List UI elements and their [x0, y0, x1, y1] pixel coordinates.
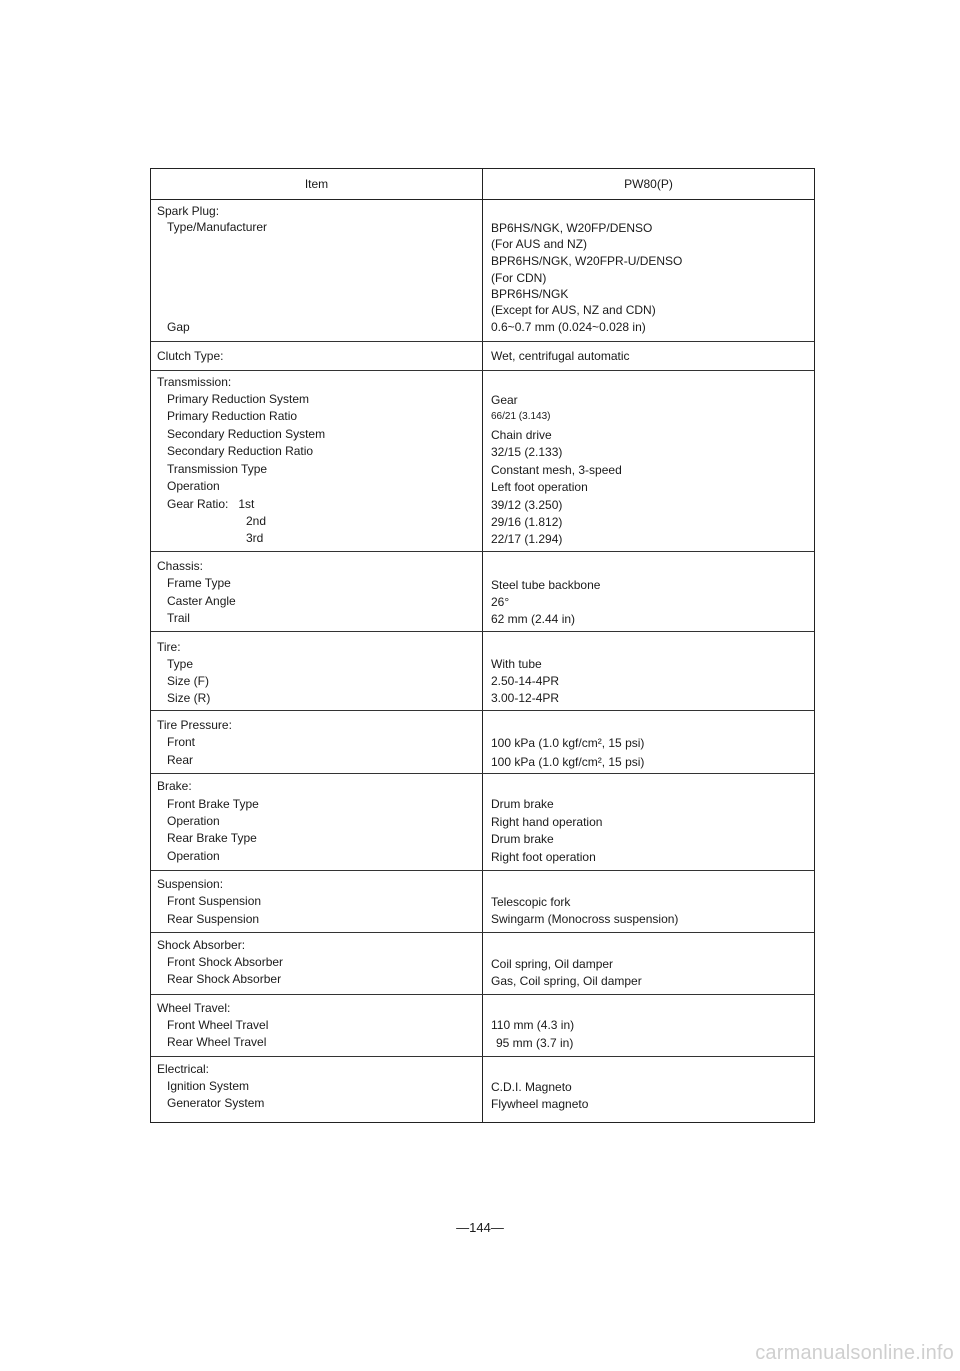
- tire-label: Size (R): [167, 691, 211, 705]
- section-wheel-travel: [151, 995, 814, 1057]
- spark-plug-value: (For CDN): [491, 271, 547, 285]
- tire-label: Size (F): [167, 674, 209, 688]
- transmission-label: Primary Reduction Ratio: [167, 409, 298, 423]
- transmission-label: Gear Ratio: 1st: [167, 497, 255, 511]
- tire-pressure-value: 100 kPa (1.0 kgf/cm², 15 psi): [491, 736, 645, 750]
- spark-plug-type-label: Type/Manufacturer: [167, 220, 268, 234]
- transmission-label: Transmission Type: [167, 462, 268, 476]
- spark-plug-gap-label: Gap: [167, 320, 190, 334]
- transmission-value: Chain drive: [491, 428, 552, 442]
- chassis-title: Chassis:: [157, 559, 204, 573]
- gear-label: 2nd: [246, 514, 267, 528]
- suspension-value: Swingarm (Monocross suspension): [491, 912, 679, 926]
- section-tire-pressure: [151, 711, 814, 774]
- transmission-value: 22/17 (1.294): [491, 532, 563, 546]
- transmission-label: Secondary Reduction System: [167, 427, 326, 441]
- tire-value: With tube: [491, 657, 542, 671]
- spark-plug-value: (Except for AUS, NZ and CDN): [491, 303, 656, 317]
- spark-plug-gap-value: 0.6~0.7 mm (0.024~0.028 in): [491, 320, 646, 334]
- brake-value: Drum brake: [491, 797, 554, 811]
- wheel-travel-label: Front Wheel Travel: [167, 1018, 269, 1032]
- tire-pressure-value: 100 kPa (1.0 kgf/cm², 15 psi): [491, 755, 645, 769]
- shock-absorber-value: Coil spring, Oil damper: [491, 957, 614, 971]
- electrical-label: Ignition System: [167, 1079, 250, 1093]
- chassis-label: Frame Type: [167, 576, 231, 590]
- tire-label: Type: [167, 657, 194, 671]
- transmission-label: Secondary Reduction Ratio: [167, 444, 314, 458]
- wheel-travel-label: Rear Wheel Travel: [167, 1035, 267, 1049]
- section-transmission: [151, 371, 814, 552]
- header-item: Item: [304, 177, 329, 191]
- wheel-travel-value: 95 mm (3.7 in): [496, 1036, 574, 1050]
- spark-plug-value: BPR6HS/NGK, W20FPR-U/DENSO: [491, 254, 683, 268]
- brake-title: Brake:: [157, 779, 192, 793]
- wheel-travel-title: Wheel Travel:: [157, 1001, 231, 1015]
- transmission-label: Operation: [167, 479, 220, 493]
- tire-value: 2.50-14-4PR: [491, 674, 560, 688]
- transmission-value: Constant mesh, 3-speed: [491, 463, 622, 477]
- shock-absorber-title: Shock Absorber:: [157, 938, 246, 952]
- section-shock-absorber: [151, 933, 814, 995]
- tire-pressure-title: Tire Pressure:: [157, 718, 232, 732]
- watermark: carmanualsonline.info: [755, 1342, 954, 1364]
- section-tire: [151, 632, 814, 711]
- section-brake: [151, 774, 814, 871]
- chassis-label: Trail: [167, 611, 190, 625]
- transmission-label: Primary Reduction System: [167, 392, 310, 406]
- transmission-value: 29/16 (1.812): [491, 515, 563, 529]
- section-chassis: [151, 552, 814, 632]
- spark-plug-value: BPR6HS/NGK: [491, 287, 569, 301]
- section-clutch: [151, 342, 814, 371]
- electrical-label: Generator System: [167, 1096, 265, 1110]
- suspension-title: Suspension:: [157, 877, 224, 891]
- suspension-value: Telescopic fork: [491, 895, 571, 909]
- shock-absorber-label: Rear Shock Absorber: [167, 972, 282, 986]
- gear-label: 3rd: [246, 531, 264, 545]
- transmission-value: 39/12 (3.250): [491, 498, 563, 512]
- header-model: PW80(P): [624, 177, 673, 191]
- transmission-value: Gear: [491, 393, 518, 407]
- shock-absorber-label: Front Shock Absorber: [167, 955, 284, 969]
- brake-label: Front Brake Type: [167, 797, 259, 811]
- tire-title: Tire:: [157, 640, 181, 654]
- brake-label: Rear Brake Type: [167, 831, 257, 845]
- clutch-value: Wet, centrifugal automatic: [491, 349, 630, 363]
- suspension-label: Front Suspension: [167, 894, 262, 908]
- page-number: —144—: [456, 1220, 504, 1235]
- chassis-label: Caster Angle: [167, 594, 236, 608]
- brake-label: Operation: [167, 814, 220, 828]
- tire-value: 3.00-12-4PR: [491, 691, 560, 705]
- transmission-value: 66/21 (3.143): [491, 411, 551, 422]
- brake-value: Right foot operation: [491, 850, 596, 864]
- chassis-value: 62 mm (2.44 in): [491, 612, 576, 626]
- brake-value: Right hand operation: [491, 815, 603, 829]
- spark-plug-title: Spark Plug:: [157, 204, 220, 218]
- transmission-value: Left foot operation: [491, 480, 588, 494]
- spark-plug-value: (For AUS and NZ): [491, 237, 588, 251]
- section-spark-plug: [151, 200, 814, 342]
- transmission-title: Transmission:: [157, 375, 232, 389]
- section-suspension: [151, 871, 814, 933]
- electrical-value: C.D.I. Magneto: [491, 1080, 572, 1094]
- suspension-label: Rear Suspension: [167, 912, 260, 926]
- chassis-value: Steel tube backbone: [491, 578, 601, 592]
- brake-label: Operation: [167, 849, 220, 863]
- spec-table: [150, 168, 815, 1123]
- wheel-travel-value: 110 mm (4.3 in): [491, 1018, 575, 1032]
- clutch-title: Clutch Type:: [157, 349, 224, 363]
- spark-plug-value: BP6HS/NGK, W20FP/DENSO: [491, 221, 653, 235]
- electrical-title: Electrical:: [157, 1062, 210, 1076]
- section-electrical: [151, 1057, 814, 1123]
- table-header: [151, 169, 814, 200]
- chassis-value: 26°: [491, 595, 510, 609]
- brake-value: Drum brake: [491, 832, 554, 846]
- tire-pressure-label: Rear: [167, 753, 194, 767]
- electrical-value: Flywheel magneto: [491, 1097, 589, 1111]
- tire-pressure-label: Front: [167, 735, 196, 749]
- shock-absorber-value: Gas, Coil spring, Oil damper: [491, 974, 642, 988]
- transmission-value: 32/15 (2.133): [491, 445, 563, 459]
